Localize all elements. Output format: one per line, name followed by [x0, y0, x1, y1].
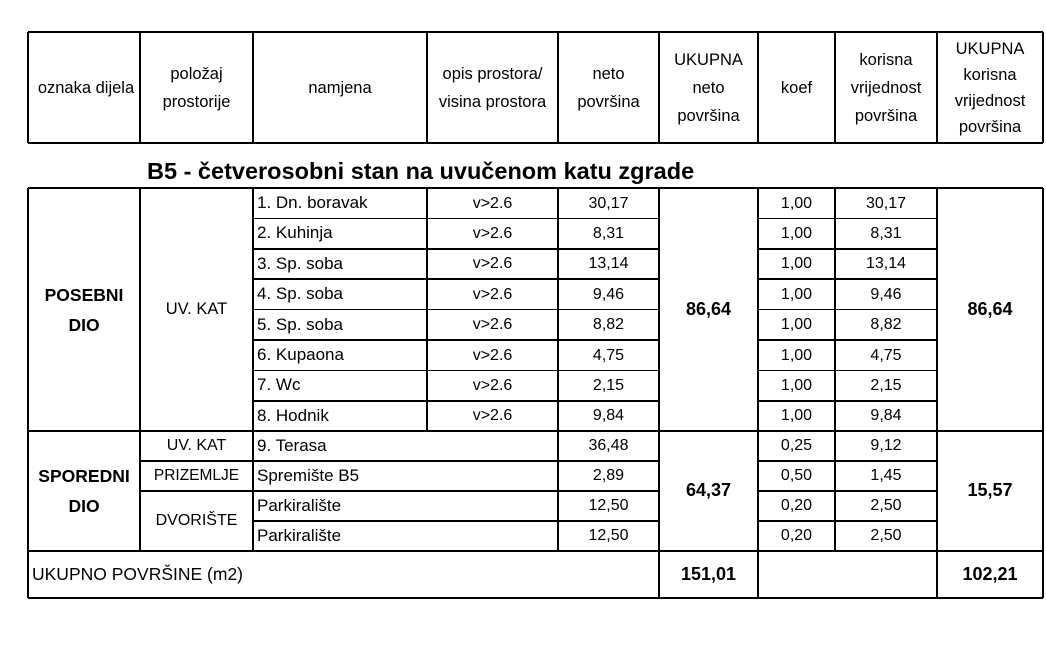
sporedni-room-koef: 0,20 [780, 497, 813, 515]
posebni-room-name: 7. Wc [257, 375, 301, 395]
posebni-room-korisna: 2,15 [870, 376, 902, 394]
grid-line-v [936, 32, 938, 143]
posebni-room-koef: 1,00 [780, 255, 813, 273]
sporedni-label-line: DIO [68, 496, 100, 516]
grid-line-h [28, 142, 1043, 144]
header-ukupna-korisna-line: vrijednost [954, 91, 1026, 110]
posebni-room-neto: 8,82 [592, 316, 625, 334]
header-ukupna-korisna-line: UKUPNA [955, 39, 1025, 58]
header-polozaj [140, 32, 253, 143]
grid-line-h [253, 400, 659, 402]
grid-line-h [253, 370, 659, 372]
posebni-room-name: 4. Sp. soba [257, 284, 344, 304]
header-opis-line: visina prostora [438, 92, 547, 111]
posebni-room-korisna: 9,84 [870, 407, 902, 425]
posebni-room-height: v>2.6 [472, 285, 513, 303]
posebni-room-name: 6. Kupaona [257, 345, 344, 364]
header-ukupna-neto-line: površina [677, 106, 740, 125]
posebni-room-neto: 4,75 [592, 346, 625, 364]
sporedni-room-neto: 12,50 [588, 497, 629, 515]
posebni-room-name: 3. Sp. soba [257, 253, 344, 273]
header-opis-line: opis prostora/ [442, 64, 543, 83]
grid-line-h [28, 597, 1043, 599]
sporedni-location-uv-kat: UV. KAT [166, 437, 227, 455]
header-ukupna-neto-line: UKUPNA [674, 50, 743, 69]
header-oznaka-line: oznaka dijela [37, 78, 135, 97]
sporedni-room-koef: 0,20 [780, 527, 813, 545]
grid-line-h [140, 490, 253, 492]
header-koef [758, 32, 835, 143]
posebni-room-koef: 1,00 [780, 194, 813, 212]
posebni-room-korisna: 13,14 [865, 255, 907, 273]
posebni-room-neto: 2,15 [592, 376, 625, 394]
sporedni-room-korisna: 1,45 [870, 467, 902, 485]
grid-line-h [253, 278, 659, 280]
grid-line-v [1042, 32, 1044, 143]
posebni-room-korisna: 8,82 [870, 316, 902, 334]
grid-line-h [758, 490, 937, 492]
grid-line-h [758, 460, 937, 462]
total-neto: 151,01 [680, 563, 737, 584]
header-polozaj-line: položaj [170, 64, 223, 83]
grid-line-h [253, 339, 659, 341]
posebni-room-height: v>2.6 [472, 346, 513, 364]
header-korisna [835, 32, 937, 143]
posebni-total-korisna: 86,64 [967, 298, 1013, 319]
posebni-room-neto: 13,14 [588, 255, 629, 273]
sporedni-room-korisna: 9,12 [870, 437, 902, 455]
sporedni-room-name: Spremište B5 [257, 465, 360, 485]
posebni-room-name: 5. Sp. soba [257, 314, 344, 334]
sporedni-room-koef: 0,50 [780, 467, 813, 485]
posebni-room-koef: 1,00 [780, 407, 813, 425]
total-korisna: 102,21 [962, 563, 1018, 584]
grid-line-v [139, 32, 141, 143]
posebni-room-neto: 9,46 [592, 285, 625, 303]
grid-line-h [140, 460, 253, 462]
posebni-room-name: 8. Hodnik [257, 405, 329, 425]
header-ukupna-neto [659, 32, 758, 143]
sporedni-dio-label [28, 431, 140, 551]
total-label: UKUPNO POVRŠINE (m2) [32, 564, 243, 584]
grid-line-h [758, 370, 937, 372]
grid-line-v [252, 32, 254, 143]
grid-line-h [28, 550, 1043, 552]
header-neto-line: površina [577, 92, 640, 111]
posebni-room-korisna: 9,46 [870, 285, 902, 303]
posebni-room-height: v>2.6 [472, 376, 513, 394]
sporedni-room-korisna: 2,50 [870, 497, 902, 515]
posebni-total-neto: 86,64 [685, 298, 732, 319]
posebni-label-line: POSEBNI [44, 284, 124, 305]
grid-line-v [1042, 188, 1044, 598]
grid-line-v [139, 188, 141, 551]
header-opis [427, 32, 558, 143]
posebni-label-line: DIO [68, 314, 100, 335]
grid-line-h [758, 520, 937, 522]
grid-line-h [758, 218, 937, 220]
posebni-room-height: v>2.6 [472, 194, 513, 212]
header-ukupna-korisna-line: površina [958, 117, 1022, 136]
grid-line-h [253, 248, 659, 250]
grid-line-v [426, 32, 428, 143]
header-ukupna-korisna-line: korisna [963, 65, 1017, 84]
sporedni-total-neto: 64,37 [685, 480, 732, 501]
posebni-room-korisna: 4,75 [870, 346, 902, 364]
sporedni-room-name: Parkiralište [257, 525, 342, 545]
sporedni-location-dvoriste: DVORIŠTE [155, 512, 238, 530]
grid-line-h [28, 430, 1043, 432]
header-neto-line: neto [592, 64, 625, 83]
grid-line-v [757, 32, 759, 143]
posebni-room-korisna: 30,17 [865, 194, 907, 212]
grid-line-v [658, 32, 660, 143]
apartment-title: B5 - četverosobni stan na uvučenom katu zgrade [147, 157, 695, 184]
posebni-room-height: v>2.6 [472, 316, 513, 334]
sporedni-label-line: SPOREDNI [38, 466, 130, 486]
grid-line-h [253, 218, 659, 220]
sporedni-room-neto: 12,50 [588, 527, 629, 545]
sporedni-room-koef: 0,25 [780, 437, 813, 455]
header-koef-line: koef [780, 78, 813, 97]
sporedni-location-prizemlje: PRIZEMLJE [153, 466, 240, 484]
header-neto [558, 32, 659, 143]
posebni-location: UV. KAT [165, 299, 228, 318]
header-namjena [253, 32, 427, 143]
grid-line-h [28, 187, 1043, 189]
grid-line-h [758, 278, 937, 280]
grid-line-v [27, 32, 29, 143]
header-korisna-line: površina [854, 106, 918, 125]
posebni-room-koef: 1,00 [780, 224, 813, 242]
header-korisna-line: korisna [859, 50, 913, 69]
grid-line-v [834, 32, 836, 143]
grid-line-v [557, 32, 559, 143]
grid-line-h [28, 31, 1043, 33]
posebni-room-koef: 1,00 [780, 316, 813, 334]
posebni-room-height: v>2.6 [472, 255, 513, 273]
posebni-room-koef: 1,00 [780, 376, 813, 394]
header-ukupna-korisna [937, 32, 1043, 143]
grid-line-h [253, 520, 659, 522]
sporedni-room-name: Parkiralište [257, 495, 342, 515]
header-korisna-line: vrijednost [850, 78, 922, 97]
posebni-room-neto: 30,17 [588, 194, 629, 212]
grid-line-h [758, 339, 937, 341]
grid-line-h [758, 400, 937, 402]
sporedni-total-korisna: 15,57 [967, 480, 1013, 501]
header-polozaj-line: prostorije [162, 92, 231, 111]
posebni-room-name: 2. Kuhinja [257, 223, 333, 243]
posebni-dio-label [28, 188, 140, 431]
posebni-room-height: v>2.6 [472, 407, 513, 425]
sporedni-room-korisna: 2,50 [870, 527, 902, 545]
grid-line-h [253, 490, 659, 492]
posebni-room-koef: 1,00 [780, 285, 813, 303]
sporedni-room-neto: 36,48 [588, 437, 629, 455]
posebni-room-korisna: 8,31 [870, 224, 902, 242]
posebni-room-koef: 1,00 [780, 346, 813, 364]
grid-line-h [758, 309, 937, 311]
header-oznaka [28, 32, 140, 143]
header-namjena-line: namjena [308, 78, 372, 97]
header-ukupna-neto-line: neto [692, 78, 725, 97]
grid-line-h [253, 460, 659, 462]
grid-line-h [253, 309, 659, 311]
grid-line-v [27, 188, 29, 598]
posebni-room-height: v>2.6 [472, 224, 513, 242]
posebni-room-neto: 9,84 [592, 407, 625, 425]
sporedni-room-name: 9. Terasa [257, 435, 327, 455]
posebni-room-name: 1. Dn. boravak [257, 193, 368, 212]
grid-line-h [758, 248, 937, 250]
sporedni-room-neto: 2,89 [592, 467, 625, 485]
posebni-room-neto: 8,31 [592, 224, 625, 242]
